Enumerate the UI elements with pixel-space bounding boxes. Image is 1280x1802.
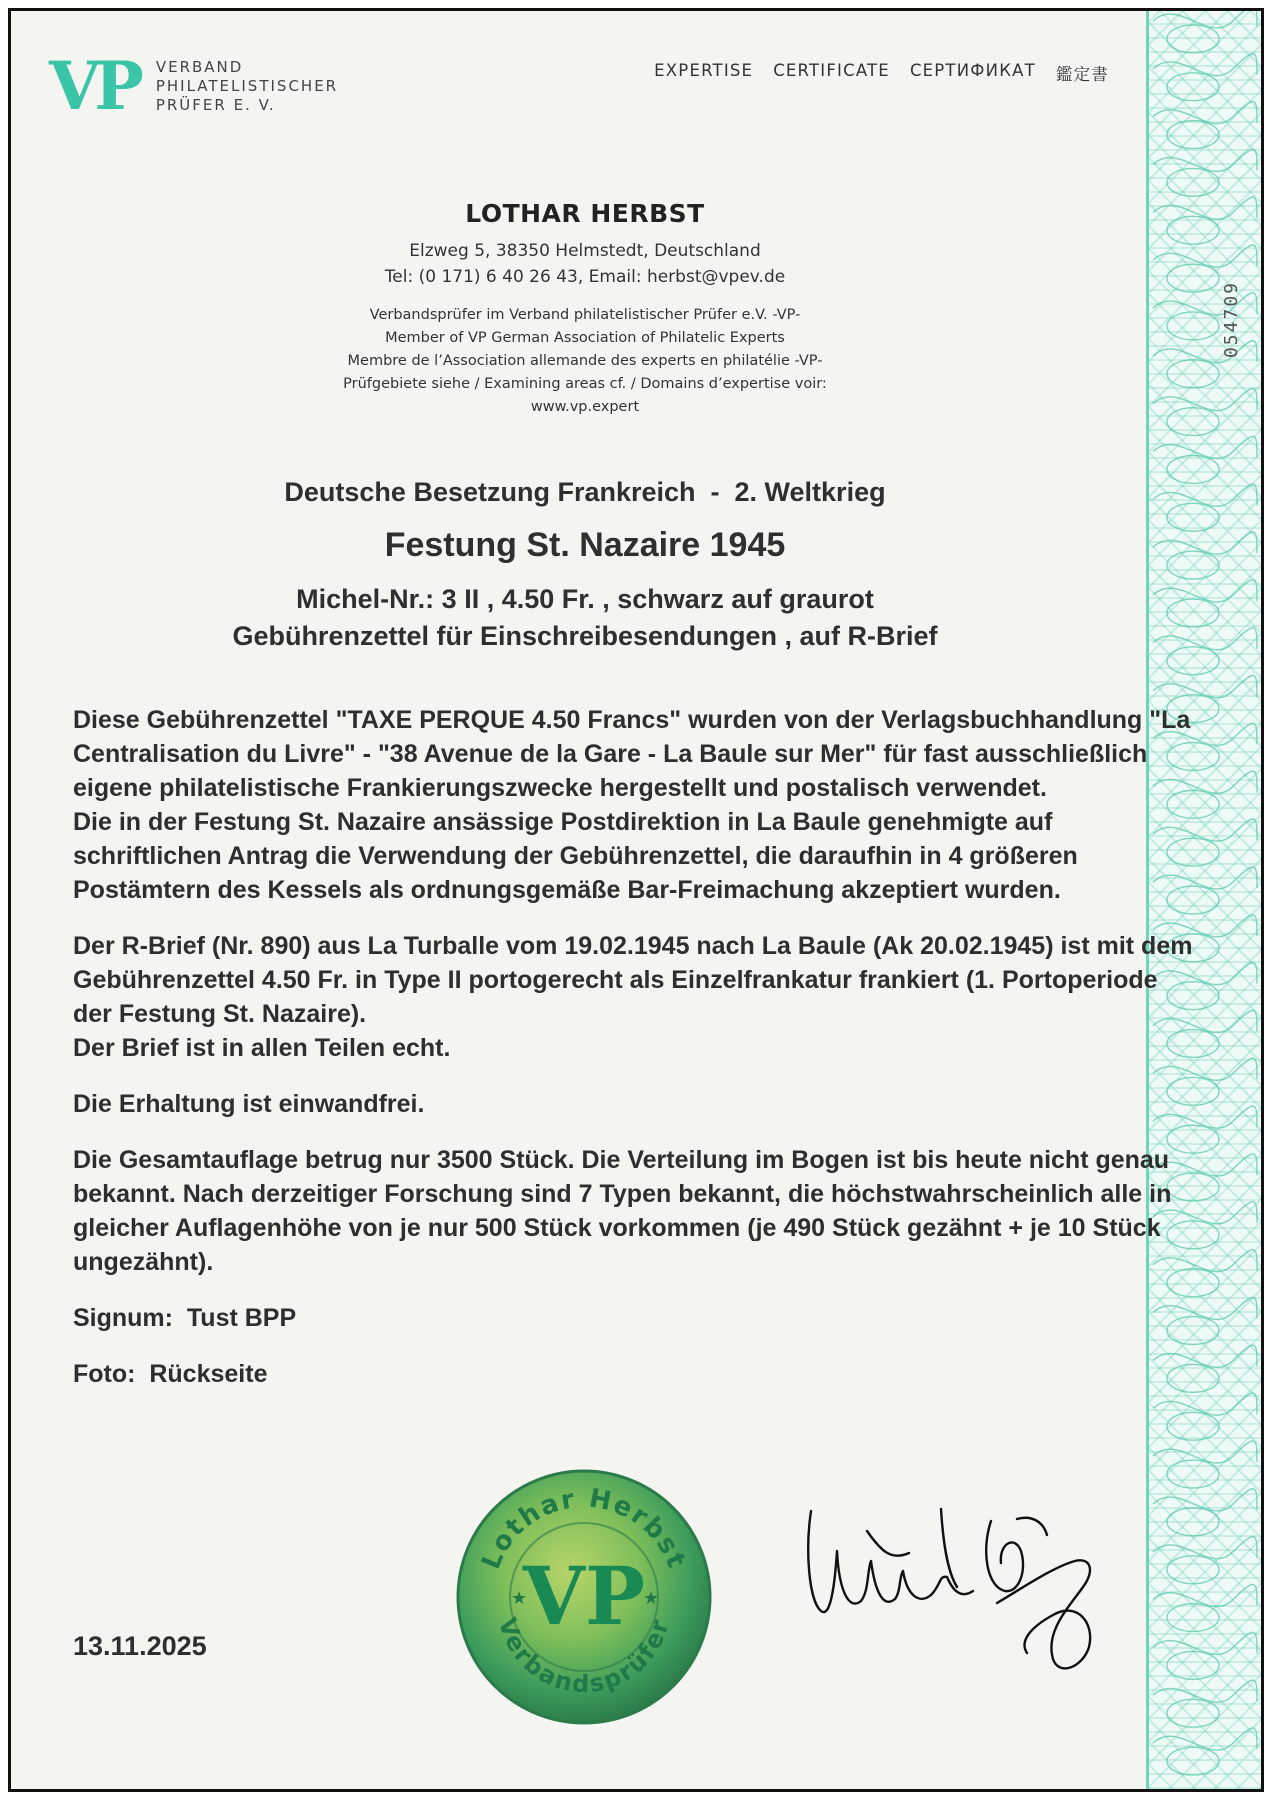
paragraph-cover: Der R-Brief (Nr. 890) aus La Turballe vom 19.02.1945 nach La Baule (Ak 20.02.1945) ist mit dem Gebührenzettel 4.50 Fr. in Type II portogerecht als Einzelfrankatur frankiert (1. Portoperiode der Festung St. Nazaire). Der Brief ist in allen Teilen echt. <box>73 932 1193 1062</box>
expert-name: LOTHAR HERBST <box>465 199 705 228</box>
expert-address: Elzweg 5, 38350 Helmstedt, Deutschland <box>409 241 761 261</box>
seal-text-top: Lothar Herbst <box>476 1483 692 1574</box>
signum-line: Signum: Tust BPP <box>73 1304 297 1332</box>
assoc-line: Membre de l’Association allemande des experts en philatélie -VP- <box>347 353 823 369</box>
paragraph-condition: Die Erhaltung ist einwandfrei. <box>73 1090 425 1118</box>
guilloche-wave <box>1153 245 1257 267</box>
guilloche-loop <box>1167 216 1219 244</box>
guilloche-wave <box>1153 1489 1257 1511</box>
guilloche-loop <box>1167 1699 1219 1727</box>
association-text <box>11 304 1159 419</box>
guilloche-loop <box>1167 121 1219 149</box>
certificate-serial: 054709 <box>1221 281 1242 359</box>
expert-contact <box>11 238 1159 290</box>
seal-text-bottom: Verbandsprüfer <box>492 1614 675 1699</box>
signature <box>791 1491 1111 1691</box>
guilloche-loop <box>1167 360 1219 388</box>
collecting-area: Deutsche Besetzung Frankreich - 2. Weltkrieg <box>284 477 886 507</box>
guilloche-loop <box>1167 1604 1219 1632</box>
guilloche-wave <box>1153 580 1257 602</box>
guilloche-wave <box>1153 675 1257 697</box>
seal-star-icon: ★ <box>511 1588 528 1608</box>
cert-tag: СЕРТИФИКАТ <box>909 61 1036 80</box>
guilloche-wave <box>1153 532 1257 554</box>
seal-vp-mark: VP <box>522 1549 646 1643</box>
guilloche-wave <box>1153 388 1257 410</box>
guilloche-loop <box>1167 1556 1219 1584</box>
paragraph-description: Diese Gebührenzettel "TAXE PERQUE 4.50 Francs" wurden von der Verlagsbuchhandlung "La Centralisation du Livre" - "38 Avenue de la Gare - La Baule sur Mer" für fast ausschließlich eigene philatelistische Frankierungszwecke hergestellt und postalisch verwendet. Die in der Festung St. Nazaire ansässige Postdirektion in La Baule genehmigte auf schriftlichen Antrag die Verwendung der Gebührenzettel, die daraufhin in 4 größeren Postämtern des Kessels als ordnungsgemäße Bar-Freimachung akzeptiert wurden. <box>73 706 1191 904</box>
guilloche-wave <box>1153 1537 1257 1559</box>
certificate-body <box>73 703 1203 1413</box>
guilloche-wave <box>1153 1632 1257 1654</box>
logo-line: PRÜFER E. V. <box>155 95 276 114</box>
certificate-title: Festung St. Nazaire 1945 <box>384 526 786 564</box>
expert-phone-email: Tel: (0 171) 6 40 26 43, Email: herbst@vpev.de <box>384 267 786 287</box>
guilloche-wave <box>1153 1584 1257 1606</box>
assoc-line: Member of VP German Association of Philatelic Experts <box>385 330 785 346</box>
expert-info <box>11 199 1159 419</box>
certificate-headings <box>11 477 1159 655</box>
cert-tag: 鑑定書 <box>1055 65 1109 84</box>
guilloche-loop <box>1167 456 1219 484</box>
guilloche-wave <box>1153 1728 1257 1750</box>
assoc-website: www.vp.expert <box>530 399 640 415</box>
guilloche-wave <box>1153 628 1257 650</box>
cert-tag: EXPERTISE <box>654 61 754 80</box>
guilloche-loop <box>1167 168 1219 196</box>
seal-star-icon: ★ <box>643 1588 660 1608</box>
guilloche-loop <box>1167 25 1219 53</box>
guilloche-loop <box>1167 1412 1219 1440</box>
guilloche-loop <box>1167 264 1219 292</box>
hologram-seal <box>453 1466 715 1728</box>
guilloche-loop <box>1167 1508 1219 1536</box>
guilloche-loop <box>1167 647 1219 675</box>
paragraph-printing: Die Gesamtauflage betrug nur 3500 Stück. Die Verteilung im Bogen ist bis heute nicht genau bekannt. Nach derzeitiger Forschung sind 7 Typen bekannt, die höchstwahrscheinlich alle in gleicher Auflagenhöhe von je nur 500 Stück vorkommen (je 490 Stück gezähnt + je 10 Stück ungezähnt). <box>73 1146 1172 1276</box>
guilloche-loop <box>1167 1460 1219 1488</box>
guilloche-wave <box>1153 11 1257 28</box>
item-description: Gebührenzettel für Einschreibesendungen , auf R-Brief <box>232 621 938 651</box>
assoc-line: Prüfgebiete siehe / Examining areas cf. / Domains d’expertise voir: <box>343 376 827 392</box>
vp-logo-text <box>156 58 338 115</box>
guilloche-wave <box>1153 197 1257 219</box>
photo-line: Foto: Rückseite <box>73 1360 268 1388</box>
guilloche-wave <box>1153 1441 1257 1463</box>
guilloche-loop <box>1167 599 1219 627</box>
logo-line: PHILATELISTISCHER <box>155 76 339 95</box>
vp-logo <box>49 47 339 125</box>
certificate-tags <box>654 61 1109 85</box>
guilloche-wave <box>1153 149 1257 171</box>
guilloche-loop <box>1167 551 1219 579</box>
vp-logo-mark: VP <box>49 47 138 125</box>
guilloche-wave <box>1153 1680 1257 1702</box>
guilloche-wave <box>1153 54 1257 76</box>
guilloche-wave <box>1153 484 1257 506</box>
michel-number: Michel-Nr.: 3 II , 4.50 Fr. , schwarz auf graurot <box>296 584 874 614</box>
cert-tag: CERTIFICATE <box>773 61 890 80</box>
certificate-date: 13.11.2025 <box>73 1631 207 1661</box>
guilloche-wave <box>1153 436 1257 458</box>
guilloche-loop <box>1167 73 1219 101</box>
guilloche-loop <box>1167 312 1219 340</box>
guilloche-loop <box>1167 503 1219 531</box>
certificate-sheet <box>8 8 1264 1792</box>
guilloche-wave <box>1153 101 1257 123</box>
guilloche-loop <box>1167 1747 1219 1775</box>
assoc-line: Verbandsprüfer im Verband philatelistischer Prüfer e.V. -VP- <box>369 307 801 323</box>
guilloche-loop <box>1167 1651 1219 1679</box>
guilloche-loop <box>1167 408 1219 436</box>
logo-line: VERBAND <box>155 57 244 76</box>
